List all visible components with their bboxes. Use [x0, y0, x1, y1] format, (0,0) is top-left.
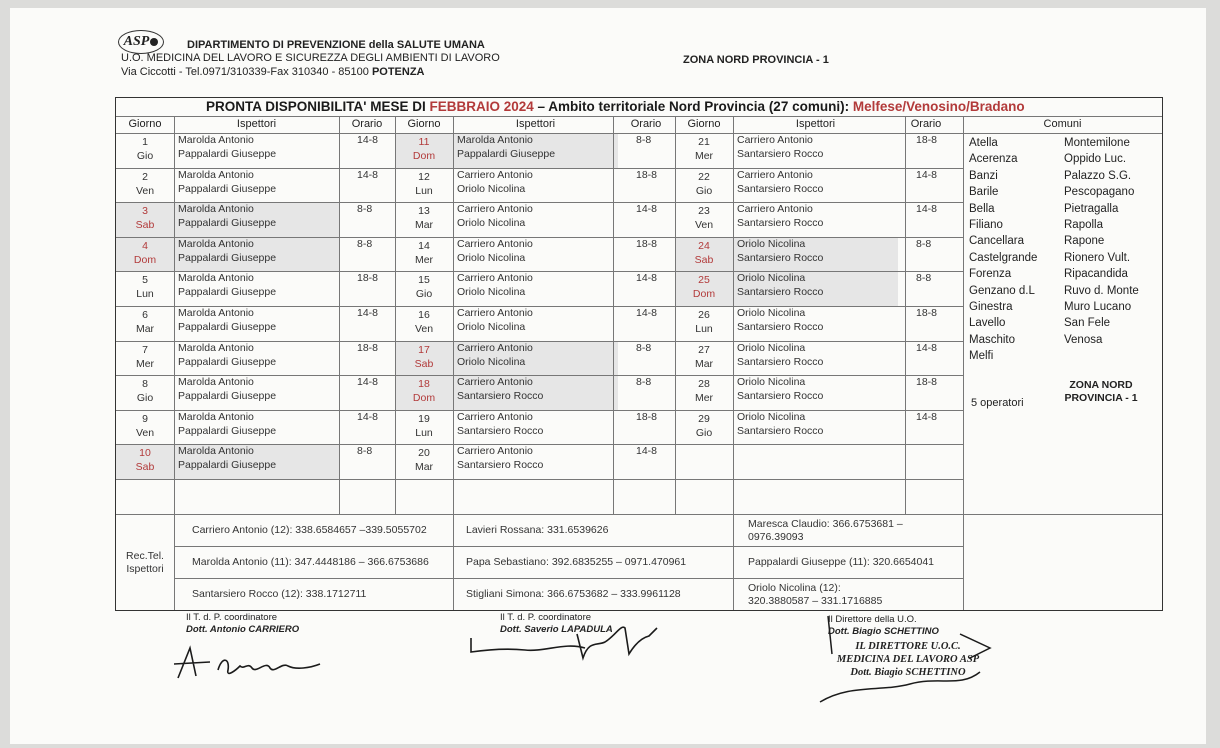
inspector-2: Pappalardi Giuseppe [178, 217, 277, 230]
col-header-orario: Orario [630, 118, 662, 130]
zone-header: ZONA NORD PROVINCIA - 1 [683, 54, 829, 66]
director-stamp: IL DIRETTORE U.O.C. MEDICINA DEL LAVORO ASP Dott. Biagio SCHETTINO [836, 641, 980, 678]
inspectors-cell [457, 410, 616, 438]
rule [116, 514, 1162, 515]
inspector-1: Marolda Antonio [178, 341, 254, 354]
inspector-2: Santarsiero Rocco [457, 424, 544, 437]
inspector-2: Pappalardi Giuseppe [178, 251, 277, 264]
inspector-1: Marolda Antonio [178, 272, 254, 285]
contact-entry: Marolda Antonio (11): 347.4448186 – 366.6753686 [192, 555, 429, 568]
inspectors-cell [737, 375, 896, 403]
hours-cell: 14-8 [916, 341, 938, 354]
comune-item: Barile [969, 186, 999, 199]
day-cell [116, 343, 174, 371]
inspector-1: Carriero Antonio [737, 168, 813, 181]
day-cell [675, 273, 733, 301]
asp-logo: ASP [118, 30, 164, 54]
hours-cell: 8-8 [636, 376, 652, 389]
comune-item: Oppido Luc. [1064, 153, 1127, 166]
inspectors-cell [457, 271, 616, 299]
hours-cell: 14-8 [636, 445, 658, 458]
signature-block-2: Il T. d. P. coordinatore Dott. Saverio LAPADULA [500, 612, 613, 635]
inspectors-cell [737, 237, 896, 265]
inspectors-cell [178, 444, 337, 472]
day-number: 8 [142, 378, 148, 391]
inspector-2: Santarsiero Rocco [737, 251, 824, 264]
inspector-1: Marolda Antonio [178, 307, 254, 319]
weekday: Mar [414, 219, 434, 232]
rule [733, 514, 734, 610]
label-line: Ispettori [126, 562, 164, 575]
day-number: 10 [139, 447, 151, 460]
comune-item: Pescopagano [1064, 186, 1135, 199]
inspectors-cell [737, 133, 896, 161]
day-cell [395, 239, 453, 267]
day-cell [116, 412, 174, 440]
comune-item: Forenza [969, 268, 1012, 281]
inspector-1: Oriolo Nicolina [737, 307, 806, 319]
comune-item: Rapone [1064, 235, 1105, 248]
inspector-1: Marolda Antonio [178, 237, 254, 250]
signature-lapadula [465, 614, 675, 666]
rule [963, 116, 964, 514]
contact-line: Oriolo Nicolina (12): [748, 581, 841, 594]
hours-cell: 18-8 [357, 272, 379, 285]
day-cell [395, 446, 453, 474]
day-cell [675, 412, 733, 440]
day-number: 21 [698, 136, 710, 148]
day-cell [675, 204, 733, 232]
hours-cell: 14-8 [357, 134, 379, 146]
day-number: 15 [418, 274, 430, 287]
weekday: Gio [136, 392, 154, 405]
hours-cell: 14-8 [357, 376, 379, 389]
inspector-2: Santarsiero Rocco [737, 148, 824, 160]
comune-item: Filiano [969, 219, 1003, 231]
inspectors-cell [178, 168, 337, 196]
day-number: 1 [142, 136, 148, 148]
weekday: Lun [415, 426, 433, 439]
rule [453, 116, 454, 514]
day-number: 9 [142, 412, 148, 425]
inspectors-cell [178, 202, 337, 230]
inspectors-cell [457, 341, 616, 369]
weekday: Ven [694, 219, 714, 232]
hours-cell: 14-8 [357, 410, 379, 423]
rule [174, 578, 963, 579]
inspector-2: Pappalardi Giuseppe [178, 424, 277, 437]
hours-cell: 18-8 [357, 341, 379, 354]
day-number: 27 [698, 343, 710, 356]
comune-item: Lavello [969, 317, 1006, 330]
col-header-comuni: Comuni [1043, 118, 1082, 130]
day-cell [116, 239, 174, 267]
inspector-1: Carriero Antonio [457, 203, 533, 216]
hours-cell: 8-8 [636, 341, 652, 354]
hours-cell: 14-8 [357, 307, 379, 319]
hours-cell: 18-8 [636, 410, 658, 423]
comune-item: Venosa [1064, 333, 1103, 346]
hours-cell: 18-8 [916, 376, 938, 389]
hours-cell: 18-8 [916, 134, 938, 146]
day-number: 25 [698, 274, 710, 287]
comune-item: Palazzo S.G. [1064, 169, 1132, 182]
weekday: Dom [412, 150, 436, 162]
weekday: Mer [694, 392, 714, 405]
rule [174, 546, 963, 547]
day-number: 6 [142, 309, 148, 321]
inspector-1: Marolda Antonio [178, 410, 254, 423]
day-cell [116, 308, 174, 336]
weekday: Mar [135, 323, 155, 335]
inspector-2: Oriolo Nicolina [457, 251, 526, 264]
inspectors-cell [457, 202, 616, 230]
weekday: Sab [414, 357, 434, 370]
weekday: Gio [415, 288, 433, 301]
weekday: Lun [136, 288, 154, 301]
inspectors-cell [457, 237, 616, 265]
inspectors-cell [737, 341, 896, 369]
inspectors-cell [457, 444, 616, 472]
document-sheet [10, 8, 1206, 744]
contact-entry: Pappalardi Giuseppe (11): 320.6654041 [748, 555, 935, 568]
comune-item: Pietragalla [1064, 202, 1119, 215]
comune-item: Melfi [969, 350, 994, 363]
inspector-1: Marolda Antonio [178, 203, 254, 216]
inspectors-cell [178, 410, 337, 438]
day-number: 29 [698, 412, 710, 425]
inspectors-cell [178, 133, 337, 161]
contact-entry: Lavieri Rossana: 331.6539626 [466, 523, 609, 536]
inspector-2: Pappalardi Giuseppe [178, 390, 277, 403]
inspector-2: Santarsiero Rocco [737, 182, 824, 195]
day-number: 5 [142, 274, 148, 287]
col-header-ispettori: Ispettori [236, 118, 277, 130]
day-cell [116, 135, 174, 163]
hours-cell: 18-8 [916, 307, 938, 319]
hours-cell: 8-8 [916, 237, 932, 250]
hours-cell: 14-8 [357, 168, 379, 181]
hours-cell: 14-8 [916, 203, 938, 216]
inspector-2: Oriolo Nicolina [457, 321, 526, 333]
inspectors-cell [178, 375, 337, 403]
comune-item: Banzi [969, 169, 998, 182]
inspector-1: Oriolo Nicolina [737, 410, 806, 423]
inspector-1: Carriero Antonio [737, 134, 813, 146]
day-cell [675, 239, 733, 267]
dept-name: DIPARTIMENTO DI PREVENZIONE della SALUTE UMANA [187, 39, 485, 51]
day-cell [395, 377, 453, 405]
comune-item: Genzano d.L [969, 284, 1035, 297]
weekday: Gio [695, 184, 713, 197]
day-number: 4 [142, 239, 148, 252]
label-line: Rec.Tel. [126, 549, 164, 562]
day-number: 24 [698, 239, 710, 252]
weekday: Sab [135, 219, 155, 232]
day-number: 14 [418, 239, 430, 252]
contact-line: Maresca Claudio: 366.6753681 – [748, 517, 903, 530]
contact-entry: Stigliani Simona: 366.6753682 – 333.9961128 [466, 587, 681, 600]
comune-item: Rapolla [1064, 219, 1103, 231]
inspector-2: Pappalardi Giuseppe [178, 148, 277, 160]
day-number: 12 [418, 170, 430, 183]
day-number: 19 [418, 412, 430, 425]
weekday: Mer [135, 357, 155, 370]
inspector-1: Marolda Antonio [178, 445, 254, 458]
inspector-1: Carriero Antonio [457, 237, 533, 250]
hours-cell: 14-8 [916, 168, 938, 181]
hours-cell: 8-8 [636, 134, 652, 146]
inspector-1: Carriero Antonio [457, 307, 533, 319]
day-cell [395, 273, 453, 301]
inspector-1: Carriero Antonio [457, 445, 533, 458]
weekday: Ven [414, 323, 434, 335]
day-number: 26 [698, 309, 710, 321]
col-header-giorno: Giorno [407, 118, 441, 130]
day-cell [395, 135, 453, 163]
address: Via Ciccotti - Tel.0971/310339-Fax 310340 - 85100 POTENZA [121, 66, 425, 78]
hours-cell: 18-8 [636, 237, 658, 250]
inspectors-cell [737, 306, 896, 334]
comune-item: Muro Lucano [1064, 301, 1132, 313]
inspector-2: Santarsiero Rocco [737, 217, 824, 230]
weekday: Mer [694, 150, 714, 162]
day-cell [395, 204, 453, 232]
inspector-1: Oriolo Nicolina [737, 341, 806, 354]
day-cell [395, 343, 453, 371]
weekday: Dom [412, 392, 436, 405]
hours-cell: 8-8 [357, 237, 373, 250]
weekday: Gio [136, 150, 154, 162]
col-header-orario: Orario [910, 118, 942, 130]
contacts-label [116, 550, 174, 576]
inspectors-cell [457, 133, 616, 161]
comune-item: Castelgrande [969, 251, 1038, 264]
inspector-1: Marolda Antonio [178, 134, 254, 146]
hours-cell: 8-8 [357, 203, 373, 216]
inspector-2: Oriolo Nicolina [457, 217, 526, 230]
rule [174, 514, 175, 610]
inspector-1: Carriero Antonio [737, 203, 813, 216]
day-cell [675, 377, 733, 405]
inspectors-cell [178, 306, 337, 334]
inspector-1: Carriero Antonio [457, 272, 533, 285]
inspector-2: Santarsiero Rocco [737, 286, 824, 299]
col-header-giorno: Giorno [128, 118, 162, 130]
hours-cell: 14-8 [636, 307, 658, 319]
weekday: Lun [415, 184, 433, 197]
comune-item: Cancellara [969, 235, 1024, 248]
weekday: Sab [135, 461, 155, 474]
inspector-1: Oriolo Nicolina [737, 376, 806, 389]
weekday: Dom [133, 253, 157, 266]
comune-item: Montemilone [1064, 137, 1130, 149]
day-cell [116, 446, 174, 474]
comune-item: Bella [969, 202, 995, 215]
inspector-1: Oriolo Nicolina [737, 272, 806, 285]
contact-entry: Santarsiero Rocco (12): 338.1712711 [192, 587, 367, 600]
inspector-2: Santarsiero Rocco [737, 355, 824, 368]
day-number: 23 [698, 205, 710, 218]
day-cell [116, 204, 174, 232]
inspector-2: Santarsiero Rocco [457, 390, 544, 403]
comune-item: Maschito [969, 333, 1016, 346]
weekday: Mer [414, 253, 434, 266]
contact-entry [748, 582, 882, 608]
comune-item: San Fele [1064, 317, 1111, 330]
day-number: 2 [142, 170, 148, 183]
weekday: Mar [694, 357, 714, 370]
col-header-ispettori: Ispettori [795, 118, 836, 130]
inspector-2: Santarsiero Rocco [457, 459, 544, 472]
inspectors-cell [737, 410, 896, 438]
weekday: Ven [135, 184, 155, 197]
signature-block-3: Il Direttore della U.O. Dott. Biagio SCHETTINO [828, 614, 939, 637]
unit-name: U.O. MEDICINA DEL LAVORO E SICUREZZA DEGLI AMBIENTI DI LAVORO [121, 52, 500, 64]
weekday: Sab [694, 253, 714, 266]
day-cell [395, 412, 453, 440]
day-cell [395, 170, 453, 198]
inspector-2: Pappalardi Giuseppe [178, 182, 277, 195]
col-header-ispettori: Ispettori [515, 118, 556, 130]
day-cell [116, 273, 174, 301]
inspector-2: Pappalardi Giuseppe [178, 321, 277, 333]
weekday: Lun [695, 323, 713, 335]
rule [116, 116, 1162, 117]
day-number: 16 [418, 309, 430, 321]
day-number: 20 [418, 447, 430, 460]
hours-cell: 8-8 [916, 272, 932, 285]
rule [905, 116, 906, 514]
day-number: 28 [698, 378, 710, 391]
rule [116, 479, 963, 480]
day-number: 3 [142, 205, 148, 218]
inspector-2: Oriolo Nicolina [457, 182, 526, 195]
inspector-2: Santarsiero Rocco [737, 321, 824, 333]
inspectors-cell [457, 168, 616, 196]
hours-cell: 18-8 [636, 168, 658, 181]
day-number: 7 [142, 343, 148, 356]
inspector-2: Pappalardi Giuseppe [178, 355, 277, 368]
rule [963, 514, 964, 610]
day-number: 13 [418, 205, 430, 218]
zone-line: PROVINCIA - 1 [1064, 392, 1138, 404]
day-cell [675, 135, 733, 163]
inspector-2: Pappalardi Giuseppe [178, 459, 277, 472]
day-cell [675, 308, 733, 336]
inspector-2: Pappalardi Giuseppe [457, 148, 556, 160]
comune-item: Ginestra [969, 301, 1013, 313]
day-cell [675, 170, 733, 198]
contact-entry: Papa Sebastiano: 392.6835255 – 0971.470961 [466, 555, 687, 568]
hours-cell: 14-8 [636, 272, 658, 285]
inspector-2: Oriolo Nicolina [457, 355, 526, 368]
contact-entry [748, 518, 903, 544]
inspector-1: Marolda Antonio [457, 134, 533, 146]
hours-cell: 8-8 [357, 445, 373, 458]
inspector-1: Carriero Antonio [457, 341, 533, 354]
inspector-2: Santarsiero Rocco [737, 390, 824, 403]
inspectors-cell [737, 202, 896, 230]
rule [174, 116, 175, 514]
day-cell [395, 308, 453, 336]
inspectors-cell [178, 237, 337, 265]
operators-count: 5 operatori [971, 397, 1024, 409]
inspector-2: Pappalardi Giuseppe [178, 286, 277, 299]
inspectors-cell [737, 168, 896, 196]
zone-box [1063, 379, 1139, 405]
comune-item: Rionero Vult. [1064, 251, 1131, 264]
col-header-giorno: Giorno [687, 118, 721, 130]
weekday: Gio [695, 426, 713, 439]
contact-line: 320.3880587 – 331.1716885 [748, 594, 883, 607]
hours-cell: 14-8 [636, 203, 658, 216]
day-number: 17 [418, 343, 430, 356]
day-number: 22 [698, 170, 710, 183]
comune-item: Ruvo d. Monte [1064, 284, 1139, 297]
inspectors-cell [457, 306, 616, 334]
inspector-2: Oriolo Nicolina [457, 286, 526, 299]
day-number: 18 [418, 378, 430, 391]
weekday: Ven [135, 426, 155, 439]
inspector-1: Marolda Antonio [178, 376, 254, 389]
signature-block-1: Il T. d. P. coordinatore Dott. Antonio CARRIERO [186, 612, 300, 635]
inspector-1: Carriero Antonio [457, 376, 533, 389]
rule [339, 116, 340, 514]
comune-item: Acerenza [969, 153, 1018, 166]
day-number: 11 [418, 136, 430, 148]
inspector-2: Santarsiero Rocco [737, 424, 824, 437]
inspectors-cell [178, 271, 337, 299]
inspectors-cell [737, 271, 896, 299]
contact-line: 0976.39093 [748, 530, 804, 543]
hours-cell: 14-8 [916, 410, 938, 423]
comune-item: Atella [969, 137, 998, 149]
signature-schettino [810, 614, 1010, 710]
day-cell [116, 170, 174, 198]
signature-carriero [170, 640, 350, 682]
table-title: PRONTA DISPONIBILITA' MESE DI FEBBRAIO 2024 – Ambito territoriale Nord Provincia (27 comuni): Melfese/Venosino/Bradano [206, 99, 1025, 114]
day-cell [116, 377, 174, 405]
weekday: Mar [414, 461, 434, 474]
col-header-orario: Orario [351, 118, 383, 130]
schedule-table [115, 97, 1163, 611]
rule [453, 514, 454, 610]
weekday: Dom [692, 288, 716, 301]
inspectors-cell [178, 341, 337, 369]
zone-line: ZONA NORD [1069, 379, 1133, 391]
rule [733, 116, 734, 514]
comune-item: Ripacandida [1064, 268, 1128, 281]
inspectors-cell [457, 375, 616, 403]
inspector-1: Carriero Antonio [457, 168, 533, 181]
inspector-1: Oriolo Nicolina [737, 237, 806, 250]
inspector-1: Marolda Antonio [178, 168, 254, 181]
contact-entry: Carriero Antonio (12): 338.6584657 –339.5055702 [192, 523, 427, 536]
day-cell [675, 343, 733, 371]
inspector-1: Carriero Antonio [457, 410, 533, 423]
